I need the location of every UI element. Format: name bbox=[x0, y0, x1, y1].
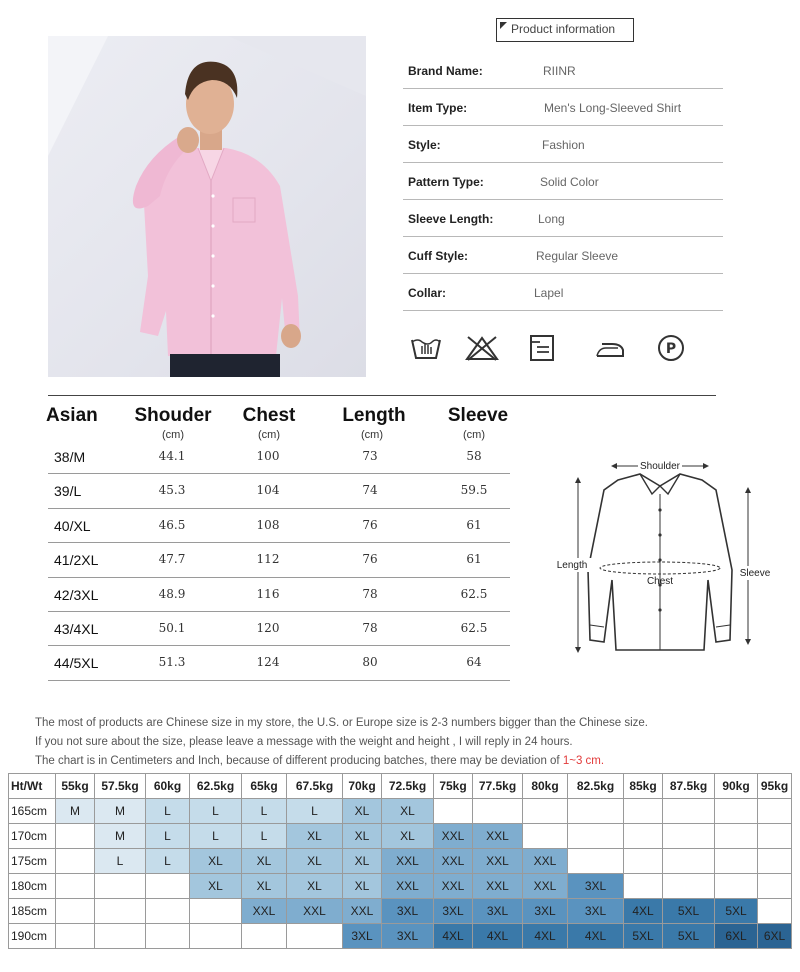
grid-cell bbox=[663, 824, 715, 849]
info-label: Style: bbox=[408, 138, 441, 152]
product-photo bbox=[48, 36, 366, 377]
info-label: Collar: bbox=[408, 286, 447, 300]
length-value: 76 bbox=[362, 552, 378, 567]
grid-cell: 4XL bbox=[624, 899, 663, 924]
grid-cell: XL bbox=[287, 874, 343, 899]
grid-cell bbox=[624, 824, 663, 849]
grid-cell: 5XL bbox=[663, 924, 715, 949]
grid-cell: L bbox=[146, 849, 190, 874]
size-table bbox=[48, 440, 510, 681]
info-row-brand bbox=[403, 52, 723, 89]
measurement-diagram bbox=[548, 450, 774, 660]
grid-cell bbox=[715, 874, 758, 899]
length-value: 74 bbox=[362, 483, 378, 498]
grid-cell bbox=[56, 899, 95, 924]
chest-value: 108 bbox=[256, 517, 280, 532]
grid-row bbox=[9, 899, 792, 924]
shoulder-value: 51.3 bbox=[158, 655, 186, 670]
grid-cell: 5XL bbox=[663, 899, 715, 924]
size-label: 39/L bbox=[54, 483, 82, 500]
chest-value: 120 bbox=[256, 620, 280, 635]
shoulder-value: 46.5 bbox=[158, 517, 186, 532]
weight-header: 72.5kg bbox=[382, 774, 434, 799]
dry-clean-icon bbox=[656, 334, 686, 367]
grid-cell: 4XL bbox=[568, 924, 624, 949]
grid-cell: XL bbox=[287, 849, 343, 874]
col-header-length: Length bbox=[342, 405, 406, 426]
do-not-bleach-icon bbox=[464, 334, 500, 367]
grid-cell: XL bbox=[287, 824, 343, 849]
grid-cell: 3XL bbox=[343, 924, 382, 949]
grid-cell bbox=[568, 849, 624, 874]
grid-row bbox=[9, 849, 792, 874]
size-label: 42/3XL bbox=[54, 586, 99, 603]
size-label: 40/XL bbox=[54, 517, 91, 534]
sleeve-value: 62.5 bbox=[460, 620, 488, 635]
grid-cell bbox=[624, 799, 663, 824]
grid-cell: XL bbox=[382, 824, 434, 849]
info-label: Item Type: bbox=[408, 101, 468, 115]
grid-cell: 3XL bbox=[523, 899, 568, 924]
grid-cell: XL bbox=[242, 849, 287, 874]
grid-cell: 3XL bbox=[473, 899, 523, 924]
grid-cell: 4XL bbox=[434, 924, 473, 949]
grid-cell bbox=[758, 874, 792, 899]
grid-cell bbox=[758, 849, 792, 874]
info-label: Sleeve Length: bbox=[408, 212, 494, 226]
grid-cell: L bbox=[146, 799, 190, 824]
grid-row bbox=[9, 799, 792, 824]
grid-cell bbox=[95, 924, 146, 949]
product-info-list bbox=[403, 52, 723, 311]
info-value: Men's Long-Sleeved Shirt bbox=[544, 101, 682, 115]
grid-cell bbox=[758, 799, 792, 824]
grid-cell bbox=[568, 799, 624, 824]
grid-cell: L bbox=[146, 824, 190, 849]
grid-cell: XXL bbox=[434, 874, 473, 899]
grid-cell: M bbox=[95, 824, 146, 849]
info-row-style bbox=[403, 126, 723, 163]
grid-cell bbox=[758, 824, 792, 849]
grid-cell: XXL bbox=[523, 849, 568, 874]
info-value: RIINR bbox=[543, 64, 576, 78]
info-value: Lapel bbox=[534, 286, 564, 300]
grid-cell: L bbox=[190, 799, 242, 824]
grid-cell bbox=[56, 824, 95, 849]
grid-cell bbox=[473, 799, 523, 824]
length-value: 76 bbox=[362, 517, 378, 532]
weight-header: 82.5kg bbox=[568, 774, 624, 799]
shoulder-value: 48.9 bbox=[158, 586, 186, 601]
grid-cell: L bbox=[242, 799, 287, 824]
chest-value: 100 bbox=[256, 449, 280, 463]
info-value: Fashion bbox=[542, 138, 585, 152]
chest-value: 116 bbox=[256, 586, 280, 601]
note-line: The chart is in Centimeters and Inch, because of different producing batches, there may be deviation of 1~3 cm. bbox=[35, 755, 605, 767]
grid-cell: XXL bbox=[473, 849, 523, 874]
info-row-sleeve-length bbox=[403, 200, 723, 237]
col-header-sleeve: Sleeve bbox=[447, 405, 509, 426]
weight-header: 55kg bbox=[56, 774, 95, 799]
sleeve-value: 61 bbox=[466, 517, 482, 532]
grid-header-row bbox=[9, 774, 792, 799]
grid-cell bbox=[715, 849, 758, 874]
deviation-value: 1~3 cm. bbox=[562, 755, 605, 767]
grid-cell: L bbox=[287, 799, 343, 824]
grid-cell bbox=[663, 849, 715, 874]
info-row-pattern-type bbox=[403, 163, 723, 200]
size-recommendation-grid bbox=[8, 773, 792, 949]
info-label: Brand Name: bbox=[408, 64, 483, 78]
grid-cell: XL bbox=[343, 824, 382, 849]
grid-cell: XXL bbox=[343, 899, 382, 924]
grid-cell: XL bbox=[382, 799, 434, 824]
weight-header: 67.5kg bbox=[287, 774, 343, 799]
info-row-item-type bbox=[403, 89, 723, 126]
grid-cell bbox=[663, 799, 715, 824]
shoulder-value: 45.3 bbox=[158, 483, 186, 498]
chest-value: 124 bbox=[256, 655, 280, 670]
product-info-title: Product information bbox=[496, 18, 634, 42]
grid-cell bbox=[146, 874, 190, 899]
grid-cell: L bbox=[242, 824, 287, 849]
size-notes bbox=[35, 714, 795, 771]
col-header-chest: Chest bbox=[242, 405, 296, 426]
info-label: Pattern Type: bbox=[408, 175, 484, 189]
grid-cell: 4XL bbox=[523, 924, 568, 949]
grid-cell: XL bbox=[190, 849, 242, 874]
grid-cell bbox=[715, 824, 758, 849]
size-row bbox=[48, 543, 510, 577]
length-value: 73 bbox=[362, 449, 378, 463]
grid-cell bbox=[190, 899, 242, 924]
height-header: 175cm bbox=[9, 849, 56, 874]
grid-cell: 3XL bbox=[382, 899, 434, 924]
grid-cell bbox=[242, 924, 287, 949]
chest-value: 104 bbox=[256, 483, 280, 498]
size-label: 44/5XL bbox=[54, 655, 99, 672]
grid-cell: XXL bbox=[523, 874, 568, 899]
weight-header: 57.5kg bbox=[95, 774, 146, 799]
grid-cell bbox=[287, 924, 343, 949]
size-row bbox=[48, 578, 510, 612]
size-row bbox=[48, 474, 510, 508]
shoulder-label: Shoulder bbox=[639, 461, 681, 472]
grid-cell: L bbox=[190, 824, 242, 849]
sleeve-value: 64 bbox=[466, 655, 482, 670]
grid-cell bbox=[190, 924, 242, 949]
grid-cell: M bbox=[95, 799, 146, 824]
length-value: 80 bbox=[362, 655, 378, 670]
unit-label: (cm) bbox=[463, 429, 485, 441]
grid-cell bbox=[715, 799, 758, 824]
weight-header: 95kg bbox=[758, 774, 792, 799]
grid-cell: 3XL bbox=[434, 899, 473, 924]
grid-cell bbox=[95, 874, 146, 899]
grid-cell bbox=[434, 799, 473, 824]
sleeve-value: 61 bbox=[466, 552, 482, 567]
grid-row bbox=[9, 824, 792, 849]
grid-cell bbox=[624, 849, 663, 874]
grid-cell: XXL bbox=[287, 899, 343, 924]
care-icons bbox=[406, 334, 706, 364]
grid-cell bbox=[56, 874, 95, 899]
sleeve-value: 58 bbox=[466, 449, 482, 463]
weight-header: 90kg bbox=[715, 774, 758, 799]
grid-cell bbox=[568, 824, 624, 849]
info-row-collar bbox=[403, 274, 723, 311]
grid-cell bbox=[663, 874, 715, 899]
tumble-dry-icon bbox=[528, 334, 556, 367]
size-row bbox=[48, 646, 510, 680]
size-label: 41/2XL bbox=[54, 552, 99, 569]
grid-cell: 5XL bbox=[715, 899, 758, 924]
grid-cell: 6XL bbox=[715, 924, 758, 949]
weight-header: 70kg bbox=[343, 774, 382, 799]
col-header-shoulder: Shouder bbox=[134, 405, 212, 426]
height-header: 170cm bbox=[9, 824, 56, 849]
size-row bbox=[48, 612, 510, 646]
info-value: Solid Color bbox=[540, 175, 599, 189]
grid-cell: 3XL bbox=[382, 924, 434, 949]
grid-cell: 4XL bbox=[473, 924, 523, 949]
unit-label: (cm) bbox=[162, 429, 184, 441]
weight-header: 75kg bbox=[434, 774, 473, 799]
sleeve-value: 59.5 bbox=[460, 483, 488, 498]
grid-cell: XL bbox=[343, 874, 382, 899]
note-line: The most of products are Chinese size in my store, the U.S. or Europe size is 2-3 numbers bigger than the Chinese size. bbox=[35, 717, 648, 729]
hand-wash-icon bbox=[410, 334, 442, 367]
note-line: If you not sure about the size, please leave a message with the weight and height , I will reply in 24 hours. bbox=[35, 736, 573, 748]
grid-cell: 3XL bbox=[568, 874, 624, 899]
height-header: 190cm bbox=[9, 924, 56, 949]
grid-cell bbox=[523, 824, 568, 849]
shoulder-value: 47.7 bbox=[158, 552, 186, 567]
chest-value: 112 bbox=[256, 552, 280, 567]
grid-corner: Ht/Wt bbox=[9, 774, 56, 799]
chest-label: Chest bbox=[646, 576, 674, 587]
info-label: Cuff Style: bbox=[408, 249, 468, 263]
length-label: Length bbox=[556, 560, 588, 571]
grid-cell: XXL bbox=[382, 849, 434, 874]
grid-cell bbox=[95, 899, 146, 924]
info-value: Long bbox=[538, 212, 565, 226]
shoulder-value: 50.1 bbox=[158, 620, 186, 635]
grid-row bbox=[9, 924, 792, 949]
sleeve-value: 62.5 bbox=[460, 586, 488, 601]
size-row bbox=[48, 440, 510, 474]
unit-label: (cm) bbox=[361, 429, 383, 441]
weight-header: 62.5kg bbox=[190, 774, 242, 799]
grid-cell: XXL bbox=[473, 874, 523, 899]
height-header: 185cm bbox=[9, 899, 56, 924]
sleeve-label: Sleeve bbox=[739, 568, 771, 579]
weight-header: 60kg bbox=[146, 774, 190, 799]
unit-label: (cm) bbox=[258, 429, 280, 441]
size-label: 38/M bbox=[54, 449, 86, 465]
grid-cell: XXL bbox=[382, 874, 434, 899]
grid-cell: XXL bbox=[242, 899, 287, 924]
grid-cell: XXL bbox=[434, 824, 473, 849]
grid-cell bbox=[758, 899, 792, 924]
grid-cell bbox=[56, 849, 95, 874]
grid-cell: 6XL bbox=[758, 924, 792, 949]
info-value: Regular Sleeve bbox=[536, 249, 619, 263]
grid-cell: XL bbox=[242, 874, 287, 899]
grid-cell: 5XL bbox=[624, 924, 663, 949]
section-divider bbox=[48, 395, 716, 396]
grid-cell bbox=[624, 874, 663, 899]
shoulder-value: 44.1 bbox=[158, 449, 186, 463]
info-row-cuff-style bbox=[403, 237, 723, 274]
grid-cell: XL bbox=[343, 799, 382, 824]
grid-cell: XL bbox=[190, 874, 242, 899]
grid-cell bbox=[146, 899, 190, 924]
height-header: 180cm bbox=[9, 874, 56, 899]
grid-row bbox=[9, 874, 792, 899]
grid-cell bbox=[146, 924, 190, 949]
grid-cell: 3XL bbox=[568, 899, 624, 924]
length-value: 78 bbox=[362, 620, 378, 635]
grid-cell: XXL bbox=[473, 824, 523, 849]
iron-icon bbox=[594, 334, 626, 367]
weight-header: 65kg bbox=[242, 774, 287, 799]
weight-header: 87.5kg bbox=[663, 774, 715, 799]
grid-cell: M bbox=[56, 799, 95, 824]
svg-text:P: P bbox=[665, 341, 677, 357]
size-label: 43/4XL bbox=[54, 620, 99, 637]
grid-cell: XXL bbox=[434, 849, 473, 874]
height-header: 165cm bbox=[9, 799, 56, 824]
grid-cell bbox=[523, 799, 568, 824]
col-header-asian: Asian bbox=[46, 405, 98, 426]
weight-header: 77.5kg bbox=[473, 774, 523, 799]
size-row bbox=[48, 509, 510, 543]
weight-header: 85kg bbox=[624, 774, 663, 799]
length-value: 78 bbox=[362, 586, 378, 601]
corner-mark-icon bbox=[500, 22, 507, 29]
weight-header: 80kg bbox=[523, 774, 568, 799]
grid-cell: L bbox=[95, 849, 146, 874]
grid-cell bbox=[56, 924, 95, 949]
grid-cell: XL bbox=[343, 849, 382, 874]
